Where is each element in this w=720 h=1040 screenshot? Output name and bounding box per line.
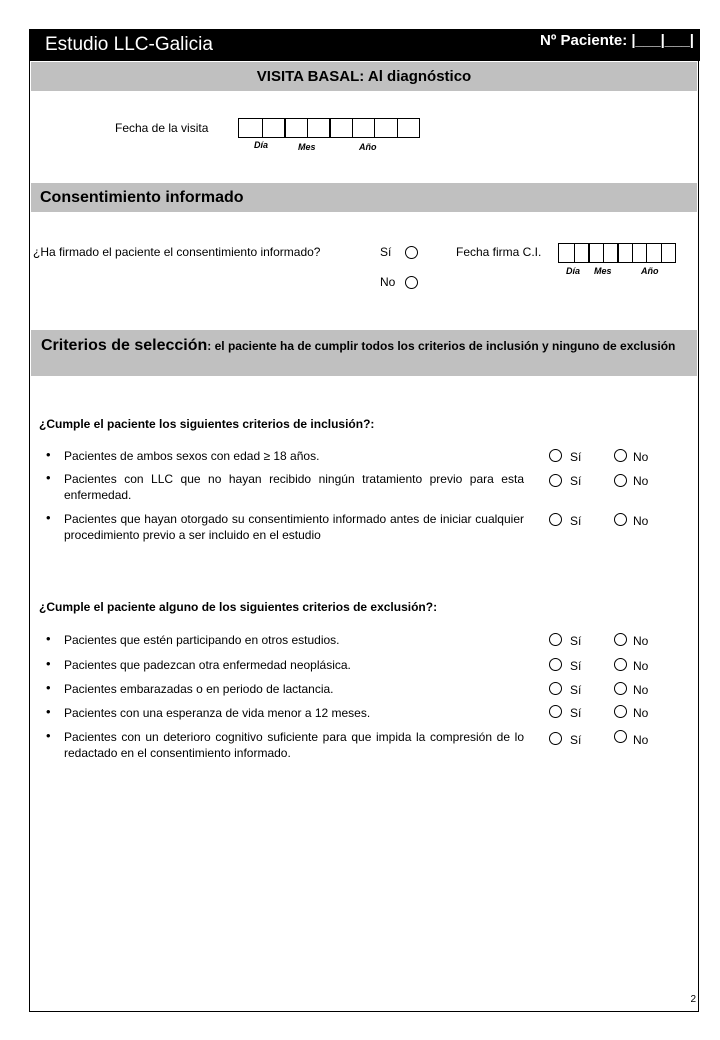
exclusion-question: ¿Cumple el paciente alguno de los siguientes criterios de exclusión?: xyxy=(39,600,438,614)
exclusion-2-no-label: No xyxy=(633,659,649,673)
date-box-year-2[interactable] xyxy=(632,244,647,262)
exclusion-4-no-label: No xyxy=(633,706,649,720)
visit-band: VISITA BASAL: Al diagnóstico xyxy=(31,62,697,91)
date-box-day-2[interactable] xyxy=(574,244,589,262)
inclusion-2-yes-radio[interactable] xyxy=(549,474,562,487)
header-bar xyxy=(29,29,700,61)
consent-no-label: No xyxy=(380,275,396,289)
exclusion-item-text: Pacientes con un deterioro cognitivo suficiente para que impida la compresión de lo redactado en el consentimiento informado. xyxy=(64,730,524,760)
exclusion-3-no-radio[interactable] xyxy=(614,682,627,695)
criteria-band-subtitle: : el paciente ha de cumplir todos los criterios de inclusión y ninguno de exclusión xyxy=(207,339,676,353)
visit-year-label: Año xyxy=(359,142,377,152)
exclusion-4-yes-label: Sí xyxy=(570,706,582,720)
date-box-day-1[interactable] xyxy=(559,244,574,262)
exclusion-1-yes-radio[interactable] xyxy=(549,633,562,646)
date-box-year-1[interactable] xyxy=(617,244,632,262)
date-box-month-2[interactable] xyxy=(603,244,618,262)
bullet: • xyxy=(46,447,51,462)
inclusion-3-no-label: No xyxy=(633,514,649,528)
date-box-day-2[interactable] xyxy=(262,119,285,137)
exclusion-item-text: Pacientes embarazadas o en periodo de lactancia. xyxy=(64,682,334,696)
exclusion-4-yes-radio[interactable] xyxy=(549,705,562,718)
inclusion-3-yes-radio[interactable] xyxy=(549,513,562,526)
bullet: • xyxy=(46,470,51,485)
exclusion-1-yes-label: Sí xyxy=(570,634,582,648)
exclusion-4-no-radio[interactable] xyxy=(614,705,627,718)
bullet: • xyxy=(46,728,51,743)
exclusion-5-no-label: No xyxy=(633,733,649,747)
exclusion-2-no-radio[interactable] xyxy=(614,658,627,671)
exclusion-1-no-radio[interactable] xyxy=(614,633,627,646)
consent-date-field[interactable] xyxy=(558,243,676,263)
exclusion-item-text: Pacientes que estén participando en otros estudios. xyxy=(64,633,340,647)
visit-date-label: Fecha de la visita xyxy=(115,121,209,135)
inclusion-item-text: Pacientes de ambos sexos con edad ≥ 18 años. xyxy=(64,449,320,463)
consent-question: ¿Ha firmado el paciente el consentimiento informado? xyxy=(33,245,321,259)
visit-date-field[interactable] xyxy=(238,118,420,138)
inclusion-item-text: Pacientes con LLC que no hayan recibido ningún tratamiento previo para esta enfermedad. xyxy=(64,472,524,502)
bullet: • xyxy=(46,510,51,525)
exclusion-1-no-label: No xyxy=(633,634,649,648)
bullet: • xyxy=(46,631,51,646)
exclusion-3-no-label: No xyxy=(633,683,649,697)
inclusion-2-yes-label: Sí xyxy=(570,474,582,488)
page-number: 2 xyxy=(690,994,696,1005)
inclusion-item-text: Pacientes que hayan otorgado su consentimiento informado antes de iniciar cualquier procedimiento previo a ser incluido en el estudio xyxy=(64,512,524,542)
visit-month-label: Mes xyxy=(298,142,316,152)
inclusion-3-yes-label: Sí xyxy=(570,514,582,528)
exclusion-item-text: Pacientes que padezcan otra enfermedad neoplásica. xyxy=(64,658,351,672)
date-box-month-1[interactable] xyxy=(588,244,603,262)
inclusion-3-no-radio[interactable] xyxy=(614,513,627,526)
exclusion-5-yes-label: Sí xyxy=(570,733,582,747)
inclusion-question: ¿Cumple el paciente los siguientes criterios de inclusión?: xyxy=(39,417,375,431)
consent-year-label: Año xyxy=(641,266,659,276)
consent-yes-radio[interactable] xyxy=(405,246,418,259)
consent-no-radio[interactable] xyxy=(405,276,418,289)
inclusion-2-no-radio[interactable] xyxy=(614,474,627,487)
date-box-year-4[interactable] xyxy=(397,119,420,137)
bullet: • xyxy=(46,656,51,671)
exclusion-2-yes-radio[interactable] xyxy=(549,658,562,671)
date-box-year-2[interactable] xyxy=(352,119,375,137)
consent-day-label: Día xyxy=(566,266,581,276)
patient-number-label: Nº Paciente: |___|___| xyxy=(540,32,694,49)
consent-date-label: Fecha firma C.I. xyxy=(456,245,542,259)
date-box-year-3[interactable] xyxy=(646,244,661,262)
exclusion-5-yes-radio[interactable] xyxy=(549,732,562,745)
inclusion-1-yes-radio[interactable] xyxy=(549,449,562,462)
bullet: • xyxy=(46,680,51,695)
bullet: • xyxy=(46,704,51,719)
consent-yes-label: Sí xyxy=(380,245,392,259)
inclusion-1-no-label: No xyxy=(633,450,649,464)
consent-month-label: Mes xyxy=(594,266,612,276)
criteria-band-title: Criterios de selección xyxy=(41,337,208,354)
date-box-year-3[interactable] xyxy=(374,119,397,137)
date-box-year-4[interactable] xyxy=(661,244,676,262)
exclusion-3-yes-label: Sí xyxy=(570,683,582,697)
consent-band: Consentimiento informado xyxy=(31,183,697,212)
exclusion-5-no-radio[interactable] xyxy=(614,730,627,743)
date-box-month-2[interactable] xyxy=(307,119,330,137)
exclusion-item-text: Pacientes con una esperanza de vida menor a 12 meses. xyxy=(64,706,371,720)
exclusion-3-yes-radio[interactable] xyxy=(549,682,562,695)
date-box-year-1[interactable] xyxy=(329,119,352,137)
study-title: Estudio LLC-Galicia xyxy=(45,34,213,55)
exclusion-2-yes-label: Sí xyxy=(570,659,582,673)
visit-day-label: Día xyxy=(254,140,269,150)
inclusion-1-no-radio[interactable] xyxy=(614,449,627,462)
date-box-day-1[interactable] xyxy=(239,119,262,137)
criteria-band xyxy=(31,330,697,376)
date-box-month-1[interactable] xyxy=(284,119,307,137)
inclusion-1-yes-label: Sí xyxy=(570,450,582,464)
inclusion-2-no-label: No xyxy=(633,474,649,488)
